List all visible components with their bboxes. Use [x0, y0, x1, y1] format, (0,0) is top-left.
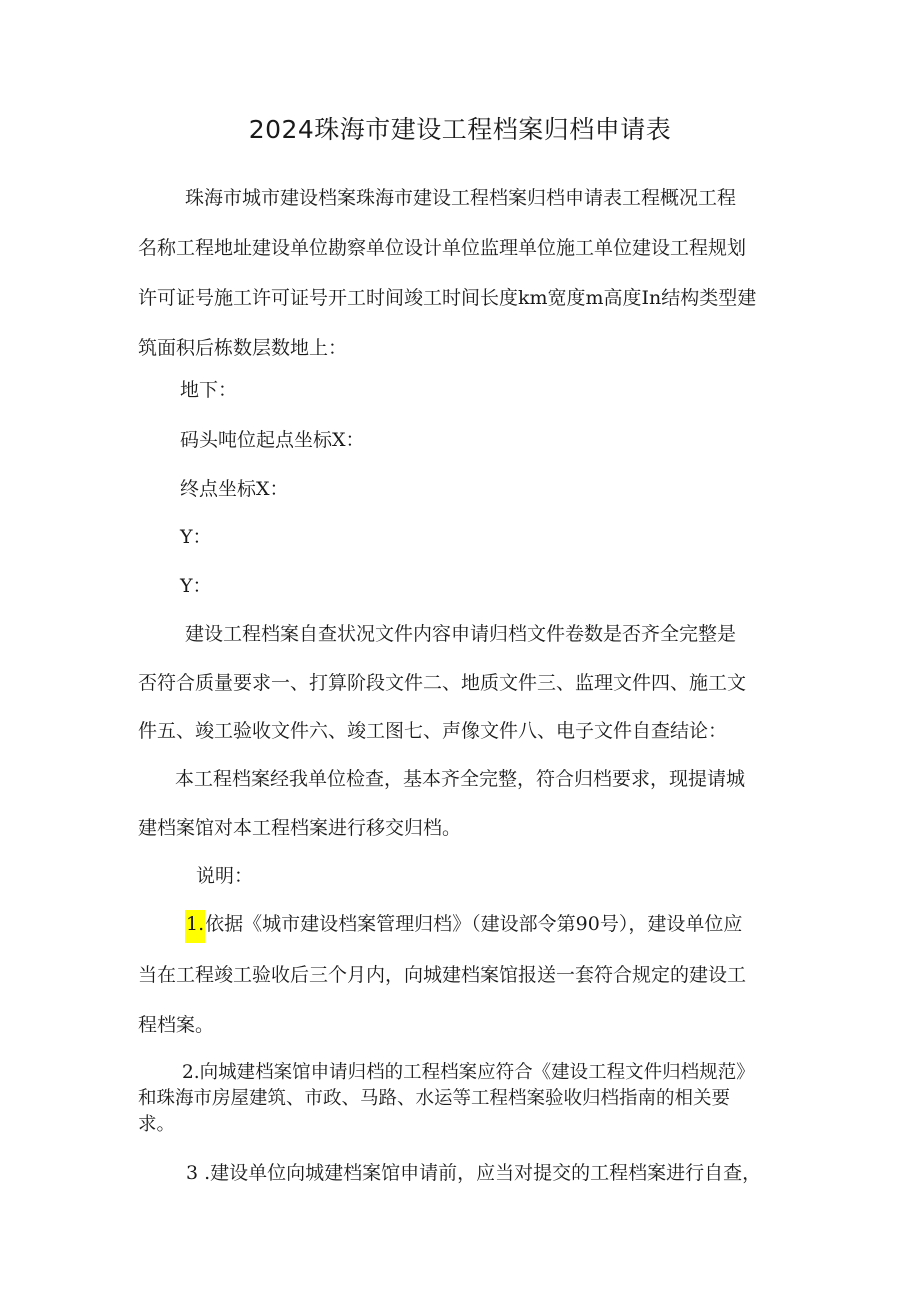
field-y-2: Y：: [180, 575, 212, 597]
self-check-line-2: 否符合质量要求一、打算阶段文件二、地质文件三、监理文件四、施工文: [138, 672, 747, 694]
overview-line-1: 珠海市城市建设档案珠海市建设工程档案归档申请表工程概况工程: [185, 187, 737, 209]
overview-line-4: 筑面积后栋数层数地上：: [138, 337, 348, 359]
note-1-line-2: 当在工程竣工验收后三个月内，向城建档案馆报送一套符合规定的建设工: [138, 964, 747, 986]
field-wharf-start-x: 码头吨位起点坐标X：: [180, 429, 365, 451]
conclusion-line-2: 建档案馆对本工程档案进行移交归档。: [138, 817, 462, 839]
note-2-line-1: 2.向城建档案馆申请归档的工程档案应符合《建设工程文件归档规范》: [182, 1062, 755, 1083]
note-1-line-3: 程档案。: [138, 1014, 215, 1036]
field-underground: 地下：: [180, 379, 238, 401]
document-title: 2024珠海市建设工程档案归档申请表: [248, 115, 672, 144]
overview-line-2: 名称工程地址建设单位勘察单位设计单位监理单位施工单位建设工程规划: [138, 237, 747, 259]
conclusion-line-1: 本工程档案经我单位检查，基本齐全完整，符合归档要求，现提请城: [175, 768, 746, 790]
notes-heading: 说明：: [196, 865, 254, 887]
overview-line-3: 许可证号施工许可证号开工时间竣工时间长度km宽度m高度In结构类型建: [138, 287, 757, 309]
self-check-line-1: 建设工程档案自查状况文件内容申请归档文件卷数是否齐全完整是: [185, 623, 737, 645]
note-2-line-3: 求。: [138, 1114, 176, 1135]
self-check-line-3: 件五、竣工验收文件六、竣工图七、声像文件八、电子文件自查结论：: [138, 720, 728, 742]
field-end-x: 终点坐标X：: [180, 478, 289, 500]
note-1-line-1-text: 依据《城市建设档案管理归档》（建设部令第90号），建设单位应: [205, 913, 743, 935]
field-y-1: Y：: [180, 526, 212, 548]
note-2-line-2: 和珠海市房屋建筑、市政、马路、水运等工程档案验收归档指南的相关要: [138, 1088, 731, 1109]
note-1-line-1: [185, 911, 742, 937]
note-1-number-highlight: 1.: [185, 910, 205, 943]
note-3-line-1: 3 .建设单位向城建档案馆申请前，应当对提交的工程档案进行自查，: [186, 1162, 762, 1184]
